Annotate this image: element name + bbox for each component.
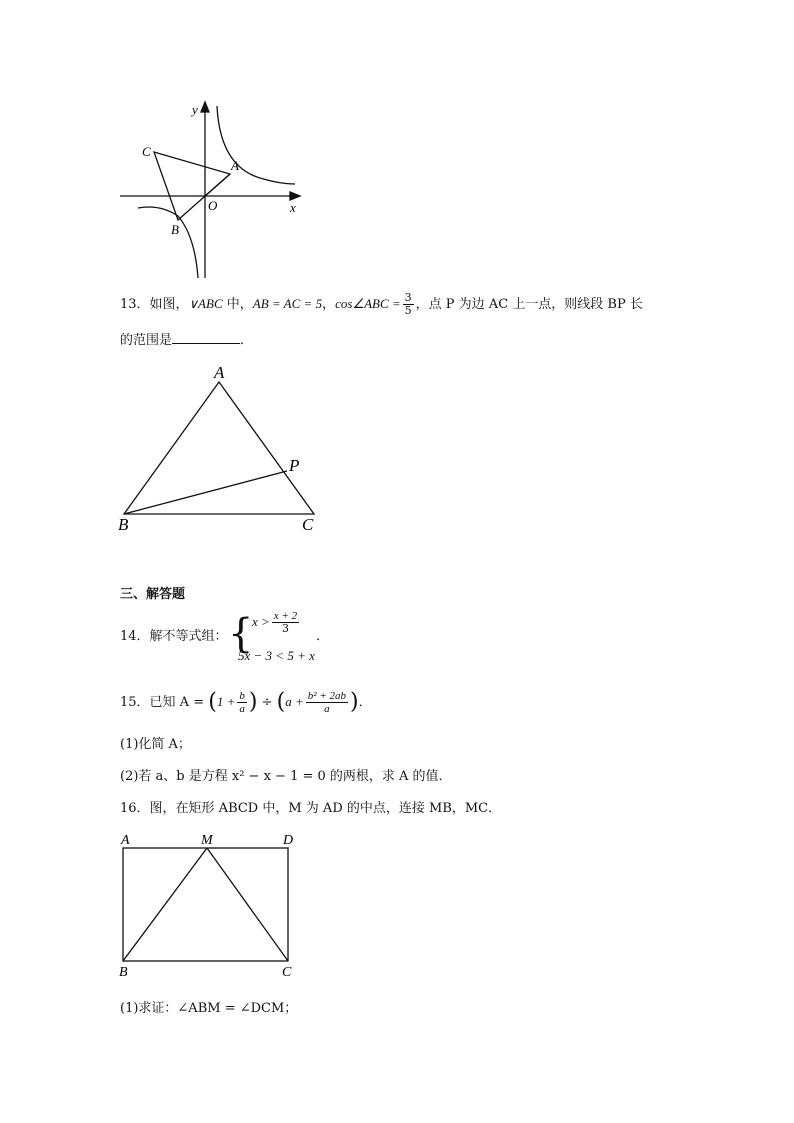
q13-triangle: ∨ABC xyxy=(188,296,223,311)
q15-sub1: (1)化简 A； xyxy=(120,737,191,752)
segment-mb xyxy=(123,848,207,961)
q13-zhong: 中， xyxy=(222,297,253,312)
x-axis-arrow xyxy=(290,192,300,200)
q13-label-a: A xyxy=(214,363,225,382)
segment-mc xyxy=(207,848,288,961)
q15-frac1: $\frac{b}{a}$ xyxy=(239,690,245,715)
label-x: x xyxy=(290,200,296,215)
rectangle-figure xyxy=(112,826,312,986)
q15-end: ． xyxy=(358,695,372,710)
q16-label-b: B xyxy=(119,965,128,980)
q15-part2: a + xyxy=(285,694,304,709)
q13-end: ． xyxy=(240,333,254,348)
q15-line: 15．已知 A = (1 + $\frac{b}{a}$ ) ÷ (a + $\frac{\text{b² + 2ab}}{a}$ )． xyxy=(120,689,372,715)
q13-answer-blank[interactable] xyxy=(172,331,240,344)
q14-ineq2: 5x − 3 < 5 + x xyxy=(238,648,315,663)
segment-bp xyxy=(124,471,287,514)
q14-brace: { xyxy=(228,611,254,657)
q13-rest: ，点 P 为边 AC 上一点，则线段 BP 长 xyxy=(415,297,643,312)
label-b: B xyxy=(171,222,179,237)
hyperbola-branch-1 xyxy=(217,106,295,184)
label-a: A xyxy=(231,158,239,173)
q16-label-a: A xyxy=(121,833,130,848)
q13-cos: cos∠ABC = xyxy=(335,296,401,311)
q13-label-b: B xyxy=(118,515,129,534)
q13-label-p: P xyxy=(289,456,300,475)
label-y: y xyxy=(192,102,198,117)
q13-number: 13．如图， xyxy=(120,297,189,312)
q15-part1: 1 + xyxy=(216,694,236,709)
coordinate-figure xyxy=(110,96,310,286)
q16-label-m: M xyxy=(201,833,213,848)
q13-label-c: C xyxy=(302,515,314,534)
q16-text: 16．图，在矩形 ABCD 中，M 为 AD 的中点，连接 MB，MC． xyxy=(120,801,502,816)
q14-end: ． xyxy=(316,629,330,644)
q16-sub1: (1)求证：∠ABM = ∠DCM； xyxy=(120,1001,298,1016)
q13-condition: AB = AC = 5 xyxy=(252,296,323,311)
y-axis-arrow xyxy=(201,102,209,112)
q15-prefix: 15．已知 A = xyxy=(120,695,205,710)
hyperbola-branch-2 xyxy=(138,207,198,278)
label-c: C xyxy=(142,144,151,159)
segment-ao xyxy=(205,174,230,196)
q13-fraction: $\frac{3}{5}$ xyxy=(404,291,412,317)
q15-frac2: $\frac{\text{b² + 2ab}}{a}$ xyxy=(307,690,346,715)
q13-line1 xyxy=(120,292,643,317)
q14-ineq1-left: x > xyxy=(252,614,270,629)
q16-label-d: D xyxy=(283,833,294,848)
label-o: O xyxy=(208,198,218,213)
q14-ineq1 xyxy=(252,610,301,635)
q16-label-c: C xyxy=(282,965,292,980)
q14-ineq1-frac: $\frac{x + 2}{3}$ xyxy=(273,610,298,635)
rectangle-abcd xyxy=(123,848,288,961)
q13-line2-text: 的范围是 xyxy=(120,333,173,348)
section-heading: 三、解答题 xyxy=(120,587,186,602)
q13-sep: ， xyxy=(322,297,336,312)
q14-prefix: 14．解不等式组： xyxy=(120,629,228,644)
q15-sub2: (2)若 a、b 是方程 x² − x − 1 = 0 的两根，求 A 的值． xyxy=(120,769,452,784)
q15-div: ÷ xyxy=(261,695,273,710)
q13-line2 xyxy=(120,331,253,350)
triangle-figure xyxy=(112,360,332,540)
triangle-abc-q13 xyxy=(124,382,314,514)
